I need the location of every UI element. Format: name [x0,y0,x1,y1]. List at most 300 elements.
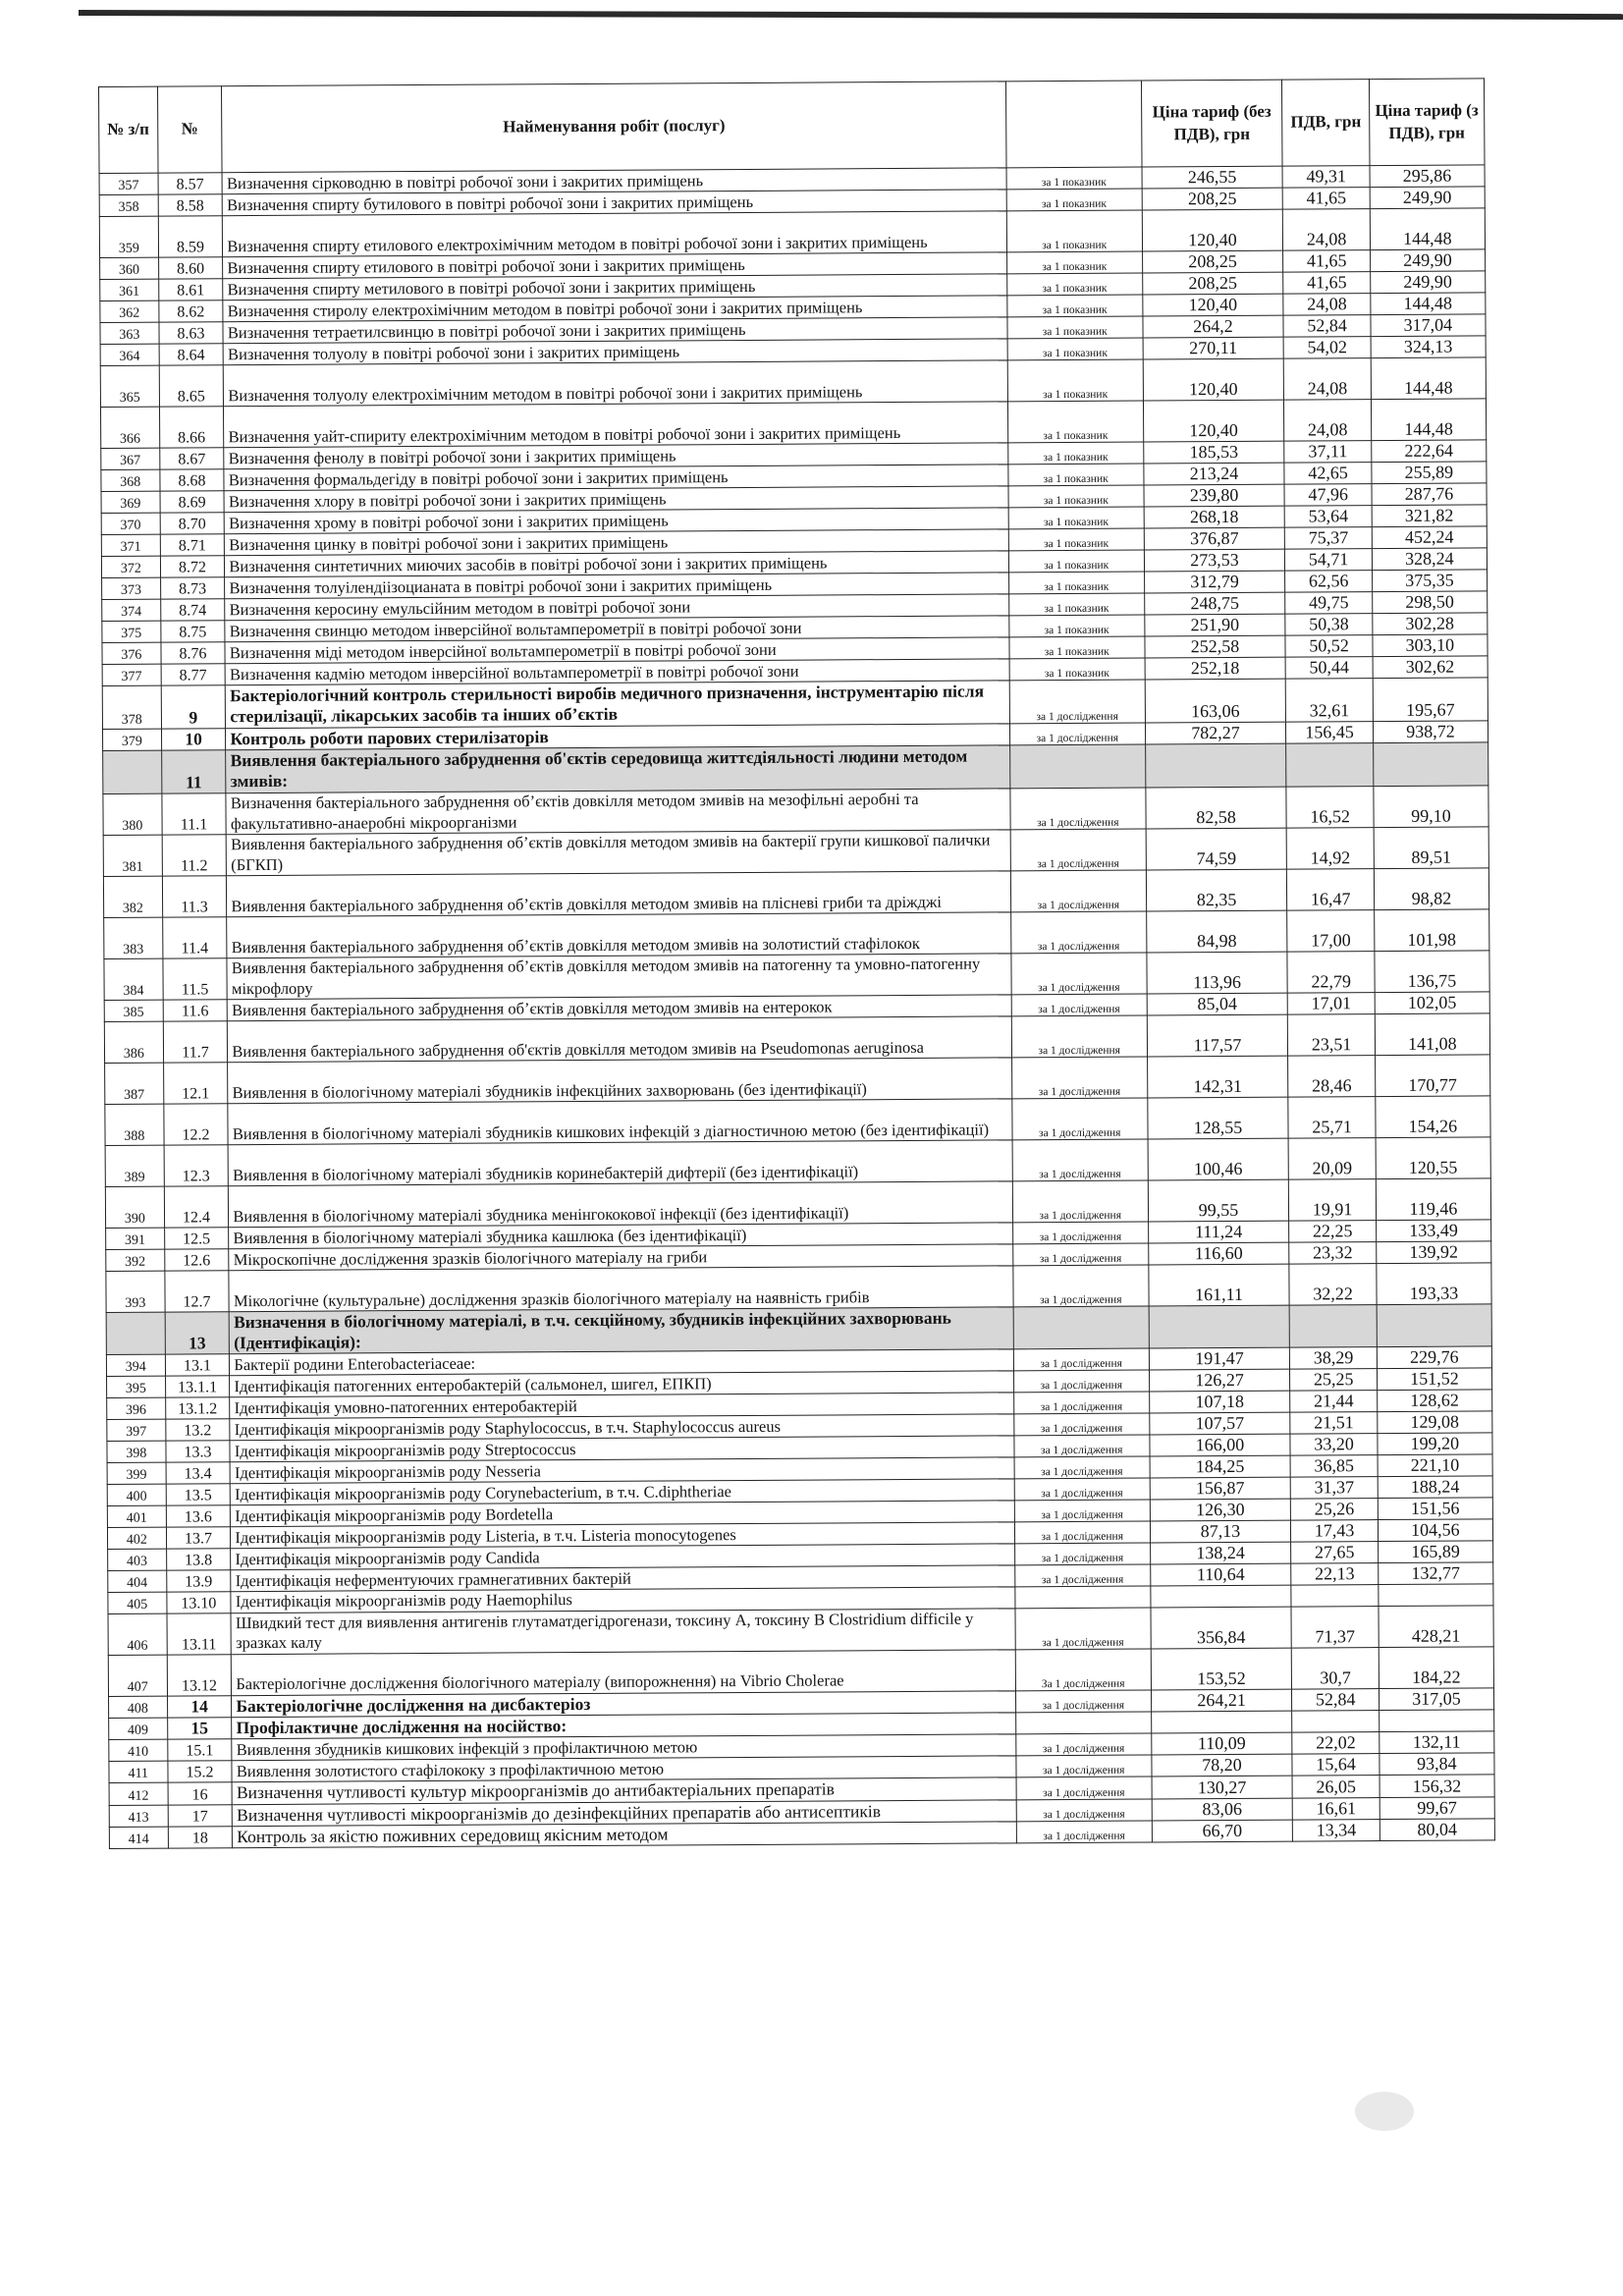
unit: за 1 дослідження [1013,1370,1149,1393]
unit: за 1 дослідження [1011,911,1147,954]
price-with-vat: 317,04 [1371,314,1486,337]
price-with-vat: 938,72 [1373,721,1488,743]
unit: за 1 дослідження [1012,1180,1148,1223]
price-with-vat: 120,55 [1376,1137,1490,1179]
service-name: Контроль за якістю поживних середовищ якісним методом [233,1822,1017,1848]
price-with-vat: 144,48 [1371,399,1486,441]
service-name: Бактерії родини Enterobacteriaceae: [230,1349,1014,1376]
unit: за 1 дослідження [1016,1777,1152,1799]
price-with-vat: 249,90 [1370,271,1485,294]
service-name: Визначення чутливості культур мікроорганізмів до антибактеріальних препаратів [232,1777,1016,1804]
service-name: Визначення спирту метилового в повітрі робочої зони і закритих приміщень [223,274,1007,301]
unit: за 1 показник [1006,189,1142,211]
vat-amount: 49,31 [1282,166,1370,189]
item-code: 8.66 [159,407,224,448]
item-code: 12.7 [164,1270,229,1311]
row-number: 405 [108,1593,167,1613]
price-without-vat: 153,52 [1151,1648,1292,1690]
row-number: 380 [103,793,162,835]
row-number: 370 [101,513,160,534]
vat-amount: 21,51 [1290,1412,1378,1435]
price-without-vat: 356,84 [1151,1607,1292,1649]
row-number: 361 [100,279,159,301]
vat-amount: 24,08 [1284,400,1372,442]
vat-amount: 17,43 [1291,1520,1379,1543]
item-code: 8.71 [160,534,225,556]
header-service-name: Найменування робіт (послуг) [222,82,1006,173]
scan-edge-line [79,10,1623,20]
price-with-vat: 119,46 [1376,1178,1490,1221]
price-with-vat: 102,05 [1375,992,1489,1014]
price-without-vat: 113,96 [1146,952,1287,994]
unit: за 1 дослідження [1011,1015,1147,1058]
service-name: Визначення синтетичних миючих засобів в повітрі робочої зони і закритих приміщень [225,551,1009,577]
row-number: 389 [105,1145,164,1186]
price-with-vat: 249,90 [1370,187,1485,209]
item-code: 12.6 [164,1248,229,1270]
service-name: Визначення фенолу в повітрі робочої зони і закритих приміщень [224,443,1008,469]
vat-amount: 25,25 [1290,1369,1378,1392]
item-code: 12.5 [164,1227,229,1248]
vat-amount: 13,34 [1293,1819,1380,1841]
service-name: Визначення толуолу в повітрі робочої зони і закритих приміщень [223,339,1007,365]
item-code: 13.6 [166,1505,231,1527]
price-with-vat: 229,76 [1377,1346,1491,1369]
service-name: Визначення толуолу електрохімічним методом в повітрі робочої зони і закритих приміщень [224,360,1008,407]
service-name: Визначення толуілендіізоцианата в повітрі робочої зони і закритих приміщень [225,573,1009,599]
unit: за 1 дослідження [1013,1348,1149,1371]
header-unit [1005,81,1141,168]
price-without-vat: 66,70 [1152,1820,1293,1842]
vat-amount: 54,71 [1285,549,1373,572]
price-with-vat: 287,76 [1372,483,1487,506]
vat-amount: 22,13 [1291,1563,1379,1586]
row-number: 394 [106,1355,165,1377]
price-without-vat: 248,75 [1144,592,1285,615]
item-code: 13.1.2 [165,1397,230,1419]
price-with-vat: 128,62 [1377,1390,1491,1412]
unit: за 1 дослідження [1010,870,1146,912]
header-price-without-vat: Ціна тариф (без ПДВ), грн [1141,80,1282,167]
service-name: Виявлення бактеріального забруднення об’єктів довкілля методом змивів на золотистий стафілокок [227,912,1011,958]
row-number: 376 [102,642,161,664]
row-number: 386 [104,1021,163,1063]
vat-amount: 22,02 [1292,1732,1380,1755]
vat-amount: 16,52 [1286,786,1374,828]
row-number: 397 [107,1420,166,1442]
row-number: 409 [109,1718,168,1740]
item-code: 8.77 [161,664,226,685]
price-with-vat: 321,82 [1372,505,1487,527]
price-without-vat: 252,58 [1145,635,1286,658]
vat-amount: 47,96 [1284,484,1372,507]
row-number: 400 [107,1485,166,1506]
row-number: 388 [105,1104,164,1145]
vat-amount: 53,64 [1285,506,1373,528]
item-code: 11.4 [162,916,227,957]
row-number: 373 [102,577,161,599]
unit: за 1 показник [1008,464,1144,486]
service-name: Виявлення бактеріального забруднення об'єктів середовища життєдіяльності людини методом змивів: [226,745,1010,793]
price-without-vat: 74,59 [1146,828,1287,870]
service-name: Виявлення золотистого стафілококу з профілактичною метою [232,1756,1016,1782]
row-number: 362 [100,301,159,322]
unit: за 1 дослідження [1010,829,1146,871]
vat-amount: 31,37 [1291,1477,1379,1500]
service-name: Визначення формальдегіду в повітрі робочої зони і закритих приміщень [224,465,1008,491]
price-without-vat: 376,87 [1144,527,1285,550]
unit: за 1 дослідження [1012,1098,1148,1140]
service-name: Виявлення в біологічному матеріалі збудників кишкових інфекцій з діагностичною метою (без ідентифікації) [228,1099,1012,1145]
service-name: Визначення кадмію методом інверсійної вольтамперометрії в повітрі робочої зони [225,659,1009,685]
price-with-vat: 99,67 [1380,1796,1494,1819]
item-code: 8.74 [160,599,225,621]
service-name: Виявлення бактеріального забруднення об’єктів довкілля методом змивів на плісневі гриби та дріжджі [227,871,1011,917]
vat-amount: 17,00 [1287,909,1375,952]
price-with-vat: 303,10 [1373,634,1488,657]
vat-amount: 19,91 [1289,1178,1377,1221]
row-number: 364 [100,344,159,365]
unit [1015,1586,1151,1608]
price-without-vat: 107,18 [1149,1392,1290,1414]
price-with-vat: 98,82 [1374,868,1488,910]
unit: за 1 показник [1008,550,1144,573]
price-with-vat: 133,49 [1376,1220,1490,1242]
row-number: 357 [99,173,158,194]
unit: за 1 показник [1007,295,1143,317]
price-without-vat: 246,55 [1142,166,1283,189]
row-number: 381 [103,835,162,876]
row-number: 369 [101,491,160,513]
row-number: 383 [104,917,163,958]
vat-amount: 17,01 [1288,992,1376,1014]
price-without-vat: 82,35 [1146,869,1287,911]
service-name: Визначення спирту етилового електрохімічним методом в повітрі робочої зони і закритих приміщень [223,211,1007,257]
price-without-vat: 120,40 [1143,358,1284,401]
price-with-vat: 101,98 [1374,909,1488,952]
unit: за 1 дослідження [1016,1733,1152,1756]
service-name: Визначення цинку в повітрі робочої зони і закритих приміщень [225,529,1009,556]
row-number: 408 [109,1696,168,1719]
item-code: 13.5 [166,1484,231,1505]
vat-amount: 20,09 [1288,1137,1376,1179]
price-with-vat: 132,11 [1380,1731,1494,1754]
item-code: 15 [167,1718,232,1740]
unit: за 1 дослідження [1012,1139,1148,1181]
header-code: № [157,86,222,173]
vat-amount: 16,47 [1287,868,1375,910]
vat-amount: 62,56 [1285,571,1373,593]
service-name: Визначення в біологічному матеріалі, в т.ч. секційному, збудників інфекційних захворювань (Ідентифікація): [229,1307,1013,1355]
item-code: 13.12 [167,1654,232,1695]
price-without-vat: 120,40 [1142,209,1283,251]
price-with-vat: 255,89 [1372,462,1487,484]
item-code: 11 [161,750,226,793]
service-name: Визначення уайт-спириту електрохімічним методом в повітрі робочої зони і закритих приміщень [224,402,1008,448]
item-code: 8.58 [158,194,223,216]
price-with-vat: 221,10 [1378,1454,1492,1477]
item-code: 8.70 [160,513,225,534]
unit: за 1 дослідження [1014,1435,1150,1457]
vat-amount: 24,08 [1283,294,1371,316]
price-without-vat: 120,40 [1143,400,1284,442]
unit [1013,1306,1149,1350]
item-code: 13.9 [166,1570,231,1592]
service-name: Виявлення в біологічному матеріалі збудників коринебактерій дифтерії (без ідентифікації) [228,1140,1012,1186]
row-number: 404 [108,1571,167,1593]
vat-amount: 50,38 [1285,614,1373,636]
item-code: 8.69 [160,491,225,513]
price-without-vat: 312,79 [1144,571,1285,593]
price-without-vat: 130,27 [1152,1776,1293,1798]
price-with-vat: 104,56 [1378,1519,1492,1542]
price-with-vat: 452,24 [1372,526,1487,549]
service-name: Визначення бактеріального забруднення об’єктів довкілля методом змивів на мезофільні аеробні та факультативно-анаеробні мікроорганізми [226,789,1010,835]
item-code: 8.75 [160,621,225,642]
service-name: Визначення спирту етилового в повітрі робочої зони і закритих приміщень [223,252,1007,279]
item-code: 11.5 [163,957,228,999]
price-without-vat: 116,60 [1148,1242,1289,1265]
row-number: 374 [102,599,161,621]
price-without-vat: 78,20 [1151,1754,1292,1777]
row-number: 403 [108,1550,167,1571]
service-name: Виявлення бактеріального забруднення об’єктів довкілля методом змивів на бактерії групи кишкової палички (БГКП) [227,830,1011,876]
row-number: 360 [100,257,159,279]
row-number: 368 [101,469,160,491]
price-without-vat: 163,06 [1145,679,1286,723]
item-code: 15.2 [168,1761,233,1782]
price-without-vat: 251,90 [1144,614,1285,636]
price-without-vat: 191,47 [1149,1348,1290,1371]
unit: за 1 дослідження [1015,1564,1151,1587]
item-code: 12.3 [164,1144,229,1185]
item-code: 8.68 [159,469,224,491]
item-code: 8.72 [160,556,225,577]
price-without-vat: 126,27 [1149,1370,1290,1393]
service-name: Визначення чутливості мікроорганізмів до дезінфекційних препаратів або антисептиків [233,1799,1017,1826]
price-with-vat: 144,48 [1370,208,1485,250]
price-without-vat: 184,25 [1150,1456,1291,1479]
unit: за 1 дослідження [1011,994,1147,1016]
price-with-vat: 298,50 [1372,591,1487,614]
unit: за 1 дослідження [1010,788,1146,830]
item-code: 14 [167,1695,232,1718]
vat-amount: 41,65 [1283,250,1371,273]
price-without-vat: 239,80 [1144,484,1285,507]
row-number: 372 [101,556,160,577]
unit: за 1 дослідження [1014,1478,1150,1501]
price-with-vat: 151,56 [1378,1498,1492,1520]
row-number: 410 [109,1739,168,1761]
price-without-vat: 85,04 [1147,993,1288,1015]
vat-amount: 23,32 [1289,1241,1377,1264]
price-with-vat: 302,62 [1373,656,1488,679]
unit: за 1 дослідження [1012,1222,1148,1244]
unit: за 1 показник [1009,658,1145,681]
item-code: 13.10 [166,1592,231,1613]
service-name: Визначення стиролу електрохімічним методом в повітрі робочої зони і закритих приміщень [223,296,1007,322]
unit: за 1 показник [1008,507,1144,529]
item-code: 11.1 [161,793,226,834]
price-with-vat: 156,32 [1380,1775,1494,1797]
vat-amount: 26,05 [1292,1776,1380,1798]
vat-amount: 28,46 [1288,1055,1376,1097]
price-without-vat: 126,30 [1150,1500,1291,1522]
unit [1009,744,1145,789]
price-without-vat: 185,53 [1143,441,1284,464]
price-with-vat: 295,86 [1370,165,1485,188]
vat-amount: 16,61 [1293,1797,1380,1820]
vat-amount: 37,11 [1284,441,1372,464]
price-without-vat: 208,25 [1142,188,1283,210]
row-number: 366 [100,407,159,448]
row-number: 413 [109,1805,168,1828]
unit: за 1 показник [1008,442,1144,465]
vat-amount: 71,37 [1291,1606,1379,1648]
row-number: 407 [108,1655,167,1696]
scan-smudge [1355,2092,1414,2131]
service-name: Профілактичне дослідження на носійство: [232,1713,1016,1739]
item-code: 17 [168,1804,233,1827]
price-without-vat: 782,27 [1145,722,1286,744]
item-code: 8.76 [161,642,226,664]
price-without-vat: 117,57 [1147,1014,1288,1057]
price-with-vat: 188,24 [1378,1476,1492,1499]
service-name: Ідентифікація мікроорганізмів роду Listeria, в т.ч. Listeria monocytogenes [231,1522,1015,1549]
vat-amount: 49,75 [1285,592,1373,615]
unit: за 1 дослідження [1009,680,1145,724]
table-body [99,165,1494,1849]
price-with-vat: 99,10 [1374,786,1488,828]
service-name: Ідентифікація патогенних ентеробактерій (сальмонел, шигел, ЕПКП) [230,1371,1014,1397]
row-number: 379 [102,729,161,751]
price-without-vat: 138,24 [1150,1543,1291,1565]
row-number: 399 [107,1463,166,1485]
unit: за 1 дослідження [1014,1456,1150,1479]
price-with-vat: 222,64 [1372,440,1487,463]
unit: За 1 дослідження [1015,1649,1151,1691]
item-code: 13.8 [166,1549,231,1570]
vat-amount [1290,1304,1378,1347]
unit: за 1 показник [1009,636,1145,659]
row-number: 371 [101,534,160,556]
vat-amount [1291,1585,1379,1607]
vat-amount: 27,65 [1291,1542,1379,1564]
price-without-vat: 166,00 [1149,1435,1290,1457]
service-name: Мікроскопічне дослідження зразків біологічного матеріалу на гриби [229,1244,1013,1271]
item-code: 13.1 [165,1354,230,1376]
service-name: Визначення хлору в повітрі робочої зони і закритих приміщень [224,486,1008,513]
item-code: 8.65 [159,365,224,407]
item-code: 8.67 [159,448,224,469]
unit: за 1 показник [1007,273,1143,296]
service-name: Швидкий тест для виявлення антигенів глутаматдегідрогенази, токсину А, токсину В Clostridium difficile у зразках калу [231,1608,1015,1654]
price-with-vat: 144,48 [1371,357,1486,400]
price-with-vat: 170,77 [1375,1055,1489,1097]
item-code: 8.59 [158,216,223,257]
service-name: Виявлення в біологічному матеріалі збудників інфекційних захворювань (без ідентифікації) [228,1058,1012,1104]
price-list-table [98,78,1495,1849]
vat-amount: 30,7 [1292,1647,1380,1689]
vat-amount: 41,65 [1283,272,1371,295]
service-name: Мікологічне (культуральне) дослідження зразків біологічного матеріалу на наявність грибів [229,1266,1013,1312]
row-number: 398 [107,1442,166,1463]
service-name: Визначення тетраетилсвинцю в повітрі робочої зони і закритих приміщень [223,317,1007,344]
service-name: Виявлення в біологічному матеріалі збудника кашлюка (без ідентифікації) [229,1223,1013,1249]
item-code: 11.2 [162,834,227,875]
service-name: Визначення хрому в повітрі робочої зони і закритих приміщень [225,508,1009,534]
item-code: 8.61 [158,279,223,301]
price-with-vat [1373,742,1488,786]
vat-amount: 36,85 [1290,1455,1378,1478]
item-code: 8.73 [160,577,225,599]
header-price-with-vat: Ціна тариф (з ПДВ), грн [1369,79,1485,166]
row-number: 392 [106,1249,165,1271]
row-number [103,750,162,793]
price-with-vat: 144,48 [1371,293,1486,315]
price-without-vat: 252,18 [1145,657,1286,680]
unit: за 1 показник [1006,167,1142,190]
item-code: 8.60 [158,257,223,279]
price-without-vat: 213,24 [1143,463,1284,485]
item-code: 10 [161,728,226,750]
service-name: Ідентифікація мікроорганізмів роду Bordetella [231,1501,1015,1527]
price-without-vat: 264,21 [1151,1689,1292,1712]
unit: за 1 показник [1007,316,1143,339]
price-without-vat: 270,11 [1143,337,1284,359]
unit: за 1 показник [1009,593,1145,616]
price-with-vat: 375,35 [1372,570,1487,592]
unit: за 1 показник [1007,401,1143,443]
price-with-vat: 302,28 [1373,613,1488,635]
unit: за 1 показник [1009,615,1145,637]
unit: за 1 показник [1008,528,1144,551]
vat-amount: 23,51 [1288,1013,1376,1056]
price-without-vat [1151,1711,1292,1733]
row-number: 358 [99,194,158,216]
price-with-vat: 89,51 [1374,827,1488,869]
price-with-vat: 195,67 [1373,678,1488,721]
price-with-vat: 139,92 [1377,1241,1491,1264]
price-with-vat: 151,52 [1377,1368,1491,1391]
price-without-vat [1145,743,1286,788]
price-without-vat: 142,31 [1147,1056,1288,1098]
service-name: Визначення спирту бутилового в повітрі робочої зони і закритих приміщень [223,190,1007,216]
vat-amount: 33,20 [1290,1434,1378,1456]
item-code: 13.7 [166,1527,231,1549]
service-name: Виявлення бактеріального забруднення об’єктів довкілля методом змивів на патогенну та умовно-патогенну мікрофлору [227,954,1011,1000]
price-with-vat [1379,1710,1493,1732]
unit: за 1 показник [1007,338,1143,360]
item-code: 15.1 [167,1739,232,1761]
unit: за 1 дослідження [1016,1821,1152,1843]
service-name: Ідентифікація умовно-патогенних ентеробактерій [230,1393,1014,1419]
service-name: Визначення сірководню в повітрі робочої зони і закритих приміщень [222,168,1006,194]
vat-amount: 38,29 [1290,1347,1378,1370]
price-without-vat: 107,57 [1149,1413,1290,1436]
service-name: Ідентифікація неферментуючих грамнегативних бактерій [231,1565,1015,1592]
service-name: Визначення свинцю методом інверсійної вольтамперометрії в повітрі робочої зони [225,616,1009,642]
vat-amount: 22,79 [1287,951,1375,993]
service-name: Ідентифікація мікроорганізмів роду Corynebacterium, в т.ч. C.diphtheriae [231,1479,1015,1505]
item-code: 11.3 [162,875,227,916]
row-number: 401 [107,1506,166,1528]
price-without-vat: 84,98 [1146,910,1287,953]
unit: за 1 дослідження [1011,1057,1147,1099]
item-code: 13.11 [167,1613,232,1654]
row-number: 378 [102,685,161,729]
row-number: 402 [107,1528,166,1550]
